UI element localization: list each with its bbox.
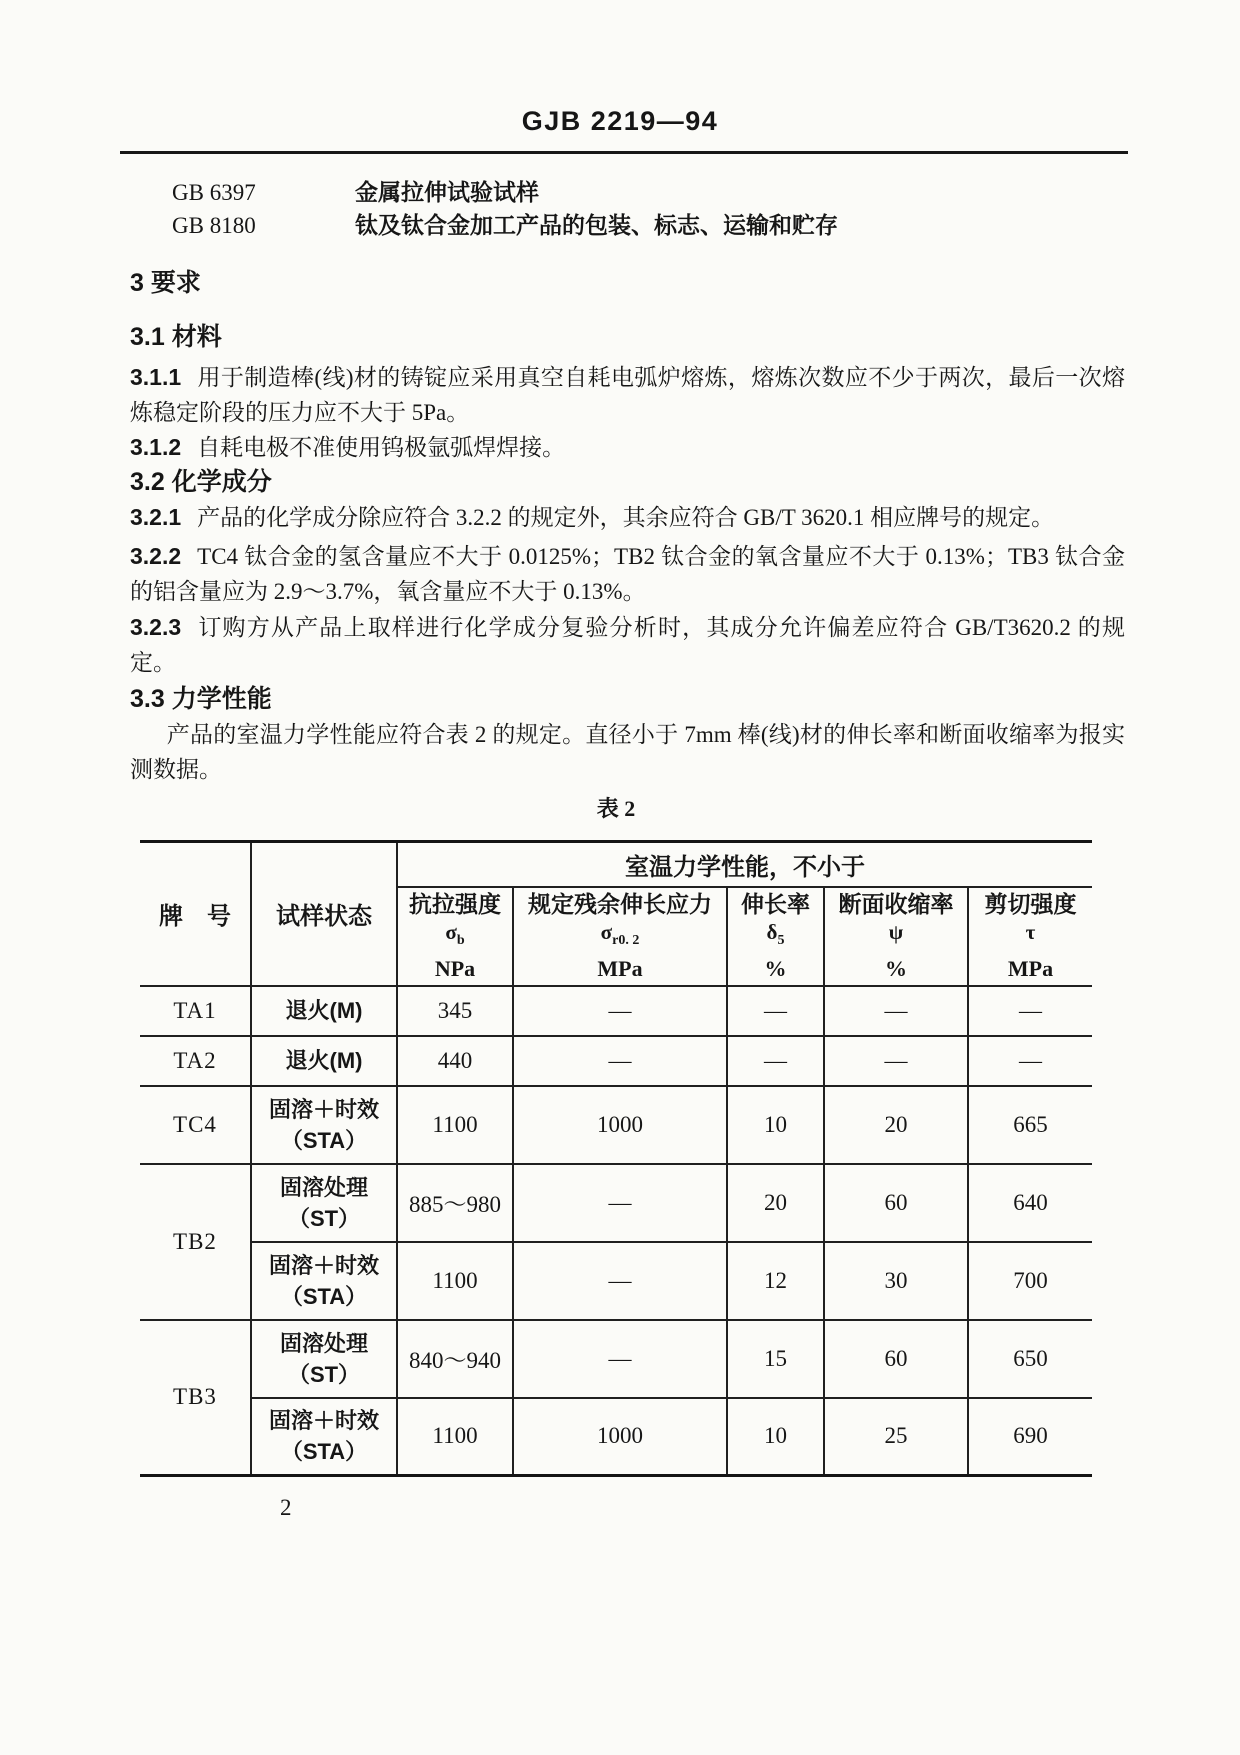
symbol-subscript: r0. 2 bbox=[612, 933, 640, 949]
symbol: σ bbox=[600, 920, 613, 945]
state-line1: 固溶处理 bbox=[279, 1174, 368, 1200]
symbol: ψ bbox=[888, 920, 904, 945]
table-row bbox=[140, 986, 1092, 1036]
clause-number: 3.1.2 bbox=[130, 434, 182, 460]
table-caption: 表 2 bbox=[596, 796, 636, 821]
cell-tensile: 1100 bbox=[397, 1086, 513, 1164]
cell-state bbox=[251, 1164, 397, 1242]
column-symbol bbox=[516, 919, 724, 954]
cell-tensile: 840～940 bbox=[397, 1320, 513, 1398]
cell-proof: — bbox=[513, 1320, 727, 1398]
cell-proof: 1000 bbox=[513, 1086, 727, 1164]
state-line2: （STA） bbox=[280, 1439, 368, 1465]
state-line2: （ST） bbox=[287, 1361, 361, 1387]
state-line1: 固溶＋时效 bbox=[268, 1408, 379, 1434]
cell-grade: TA2 bbox=[140, 1036, 251, 1086]
reference-code: GB 8180 bbox=[172, 213, 256, 238]
column-title: 规定残余伸长应力 bbox=[528, 891, 712, 918]
cell-proof: — bbox=[513, 1036, 727, 1086]
cell-shear: 650 bbox=[968, 1320, 1092, 1398]
state-line1: 固溶＋时效 bbox=[268, 1096, 379, 1122]
table-row bbox=[140, 1320, 1092, 1398]
cell-elongation: 15 bbox=[727, 1320, 824, 1398]
cell-state bbox=[251, 1086, 397, 1164]
reference-title: 钛及钛合金加工产品的包装、标志、运输和贮存 bbox=[355, 212, 838, 238]
section-heading-3: 3 要求 bbox=[130, 269, 201, 297]
header-rule bbox=[120, 151, 1128, 154]
cell-reduction: — bbox=[824, 986, 968, 1036]
reference-list bbox=[172, 176, 1125, 242]
cell-shear: — bbox=[968, 1036, 1092, 1086]
cell-elongation: 12 bbox=[727, 1242, 824, 1320]
page-number: 2 bbox=[280, 1495, 292, 1520]
header-tensile-strength bbox=[397, 887, 513, 986]
cell-elongation: — bbox=[727, 986, 824, 1036]
cell-shear: — bbox=[968, 986, 1092, 1036]
symbol-subscript: b bbox=[456, 933, 465, 949]
state-line2: （STA） bbox=[280, 1283, 368, 1309]
doc-number: GJB 2219—94 bbox=[521, 106, 719, 136]
clause-text: TC4 钛合金的氢含量应不大于 0.0125%；TB2 钛合金的氧含量应不大于 0.13%；TB3 钛合金的铝含量应为 2.9～3.7%，氧含量应不大于 0.13%。 bbox=[130, 544, 1125, 604]
column-title: 抗拉强度 bbox=[409, 891, 501, 918]
cell-elongation: — bbox=[727, 1036, 824, 1086]
cell-state: 退火(M) bbox=[251, 1036, 397, 1086]
state-line1: 固溶＋时效 bbox=[268, 1252, 379, 1278]
clause-number: 3.2.3 bbox=[130, 614, 182, 640]
cell-tensile: 345 bbox=[397, 986, 513, 1036]
clause-number: 3.1.1 bbox=[130, 364, 182, 390]
cell-reduction: — bbox=[824, 1036, 968, 1086]
column-unit: % bbox=[764, 955, 787, 981]
cell-tensile: 885～980 bbox=[397, 1164, 513, 1242]
cell-grade-tb3: TB3 bbox=[140, 1320, 251, 1476]
symbol: σ bbox=[445, 920, 457, 945]
cell-elongation: 10 bbox=[727, 1398, 824, 1476]
cell-tensile: 1100 bbox=[397, 1398, 513, 1476]
document-body bbox=[0, 268, 1240, 1521]
cell-state bbox=[251, 1242, 397, 1320]
cell-proof: — bbox=[513, 1242, 727, 1320]
column-title: 伸长率 bbox=[741, 891, 810, 918]
header-shear-strength bbox=[968, 887, 1092, 986]
section-heading-3-2: 3.2 化学成分 bbox=[130, 468, 272, 496]
clause-text: 产品的化学成分除应符合 3.2.2 的规定外，其余应符合 GB/T 3620.1 相应牌号的规定。 bbox=[197, 505, 1055, 530]
clause-number: 3.2.2 bbox=[130, 543, 182, 569]
cell-state bbox=[251, 1320, 397, 1398]
cell-grade: TA1 bbox=[140, 986, 251, 1036]
table-row bbox=[140, 1086, 1092, 1164]
column-title: 剪切强度 bbox=[984, 891, 1077, 918]
cell-proof: — bbox=[513, 1164, 727, 1242]
state-line2: （STA） bbox=[280, 1127, 368, 1153]
header-span-room-temp: 室温力学性能，不小于 bbox=[397, 842, 1092, 887]
cell-elongation: 10 bbox=[727, 1086, 824, 1164]
column-unit: NPa bbox=[434, 955, 476, 981]
state-line2: （ST） bbox=[287, 1205, 361, 1231]
mechanical-properties-table bbox=[140, 840, 1092, 1477]
table-row bbox=[140, 1398, 1092, 1476]
section-heading-3-3: 3.3 力学性能 bbox=[130, 685, 272, 713]
header-grade: 牌 号 bbox=[140, 842, 251, 986]
cell-reduction: 60 bbox=[824, 1320, 968, 1398]
column-unit: MPa bbox=[597, 955, 643, 981]
cell-tensile: 1100 bbox=[397, 1242, 513, 1320]
reference-item bbox=[172, 176, 1125, 209]
cell-reduction: 60 bbox=[824, 1164, 968, 1242]
clause-number: 3.2.1 bbox=[130, 504, 182, 530]
paragraph-3-1-1 bbox=[130, 360, 1125, 430]
table-2 bbox=[140, 840, 1125, 1477]
cell-shear: 640 bbox=[968, 1164, 1092, 1242]
header-state: 试样状态 bbox=[251, 842, 397, 986]
cell-elongation: 20 bbox=[727, 1164, 824, 1242]
table-row bbox=[140, 1242, 1092, 1320]
cell-reduction: 30 bbox=[824, 1242, 968, 1320]
paragraph-3-2-3 bbox=[130, 610, 1125, 680]
cell-grade: TC4 bbox=[140, 1086, 251, 1164]
symbol: δ bbox=[766, 920, 778, 945]
clause-text: 自耗电极不准使用钨极氩弧焊焊接。 bbox=[197, 435, 566, 460]
paragraph-3-2-1 bbox=[130, 500, 1125, 535]
reference-item bbox=[172, 209, 1125, 242]
column-symbol bbox=[730, 919, 821, 954]
cell-proof: 1000 bbox=[513, 1398, 727, 1476]
cell-reduction: 25 bbox=[824, 1398, 968, 1476]
cell-state: 退火(M) bbox=[251, 986, 397, 1036]
cell-tensile: 440 bbox=[397, 1036, 513, 1086]
column-title: 断面收缩率 bbox=[838, 891, 954, 918]
table-row bbox=[140, 1036, 1092, 1086]
section-heading-3-1: 3.1 材料 bbox=[130, 323, 222, 351]
cell-shear: 690 bbox=[968, 1398, 1092, 1476]
cell-grade-tb2: TB2 bbox=[140, 1164, 251, 1320]
header-proof-stress bbox=[513, 887, 727, 986]
paragraph-3-2-2 bbox=[130, 539, 1125, 609]
paragraph-3-1-2 bbox=[130, 430, 1125, 465]
cell-shear: 700 bbox=[968, 1242, 1092, 1320]
table-row bbox=[140, 1164, 1092, 1242]
reference-title: 金属拉伸试验试样 bbox=[355, 179, 539, 205]
cell-shear: 665 bbox=[968, 1086, 1092, 1164]
clause-text: 订购方从产品上取样进行化学成分复验分析时，其成分允许偏差应符合 GB/T3620.2 的规定。 bbox=[130, 615, 1125, 675]
cell-reduction: 20 bbox=[824, 1086, 968, 1164]
column-symbol bbox=[971, 919, 1090, 954]
symbol-subscript: 5 bbox=[777, 933, 785, 949]
column-unit: % bbox=[885, 955, 907, 981]
symbol: τ bbox=[1025, 920, 1036, 945]
column-unit: MPa bbox=[1007, 955, 1054, 981]
header-elongation bbox=[727, 887, 824, 986]
state-line1: 固溶处理 bbox=[279, 1330, 368, 1356]
clause-text: 用于制造棒(线)材的铸锭应采用真空自耗电弧炉熔炼，熔炼次数应不少于两次，最后一次熔炼稳定阶段的压力应不大于 5Pa。 bbox=[130, 365, 1125, 425]
header-reduction-of-area bbox=[824, 887, 968, 986]
reference-code: GB 6397 bbox=[172, 180, 256, 205]
cell-state bbox=[251, 1398, 397, 1476]
column-symbol bbox=[827, 919, 965, 954]
cell-proof: — bbox=[513, 986, 727, 1036]
paragraph-3-3: 产品的室温力学性能应符合表 2 的规定。直径小于 7mm 棒(线)材的伸长率和断面收缩率为报实测数据。 bbox=[130, 722, 1125, 782]
column-symbol bbox=[400, 919, 510, 954]
